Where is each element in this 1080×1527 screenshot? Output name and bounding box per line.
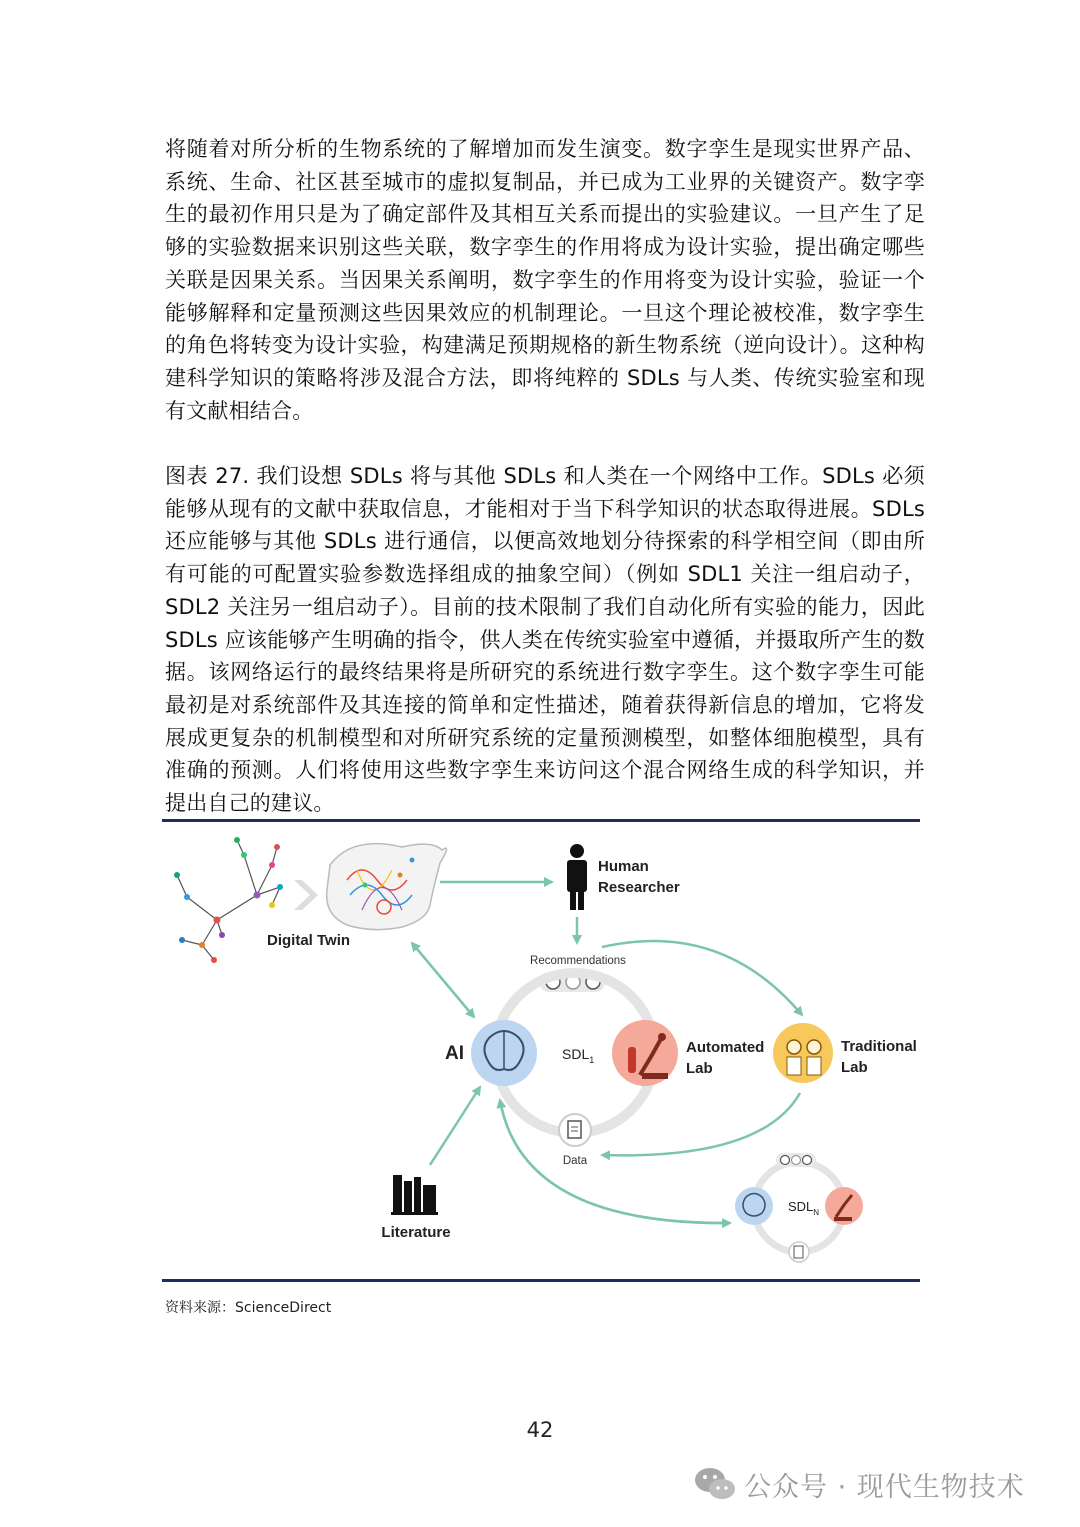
sdln-dots-icon xyxy=(776,1153,816,1167)
figure-caption: 图表 27. 我们设想 SDLs 将与其他 SDLs 和人类在一个网络中工作。SDLs 必须能够从现有的文献中获取信息，才能相对于当下科学知识的状态取得进展。SDLs 还应能够与其他 SDLs 进行通信，以便高效地划分待探索的科学相空间（即由所有可能的可配置实验参数选择组成的抽象空间）（例如 SDL1 关注一组启动子，SDL2 关注另一组启动子）。目前的技术限制了我们自动化所有实验的能力，因此 SDLs 应该能够产生明确的指令，供人类在传统实验室中遵循，并摄取所产生的数据。该网络运行的最终结果将是所研究的系统进行数字孪生。这个数字孪生可能最初是对系统部件及其连接的简单和定性描述，随着获得新信息的增加，它将发展成更复杂的机制模型和对所研究系统的定量预测模型，如整体细胞模型，具有准确的预测。人们将使用这些数字孪生来访问这个混合网络生成的科学知识，并提出自己的建议。 xyxy=(165,464,925,816)
robot-arm-icon xyxy=(612,1020,678,1086)
data-label: Data xyxy=(562,1155,588,1167)
data-document-icon xyxy=(559,1114,591,1146)
human-researcher-icon xyxy=(567,844,587,910)
cell-model-icon xyxy=(327,844,447,930)
traditional-lab-label-line2: Lab xyxy=(841,1059,868,1076)
automated-lab-label-line1: Automated xyxy=(686,1039,765,1056)
literature-label: Literature xyxy=(381,1224,451,1241)
traditional-lab-label-line1: Traditional xyxy=(841,1038,917,1055)
arrow-literature-to-ai xyxy=(430,1087,480,1165)
sdln-robot-icon xyxy=(825,1187,863,1225)
watermark-text: 公众号 · 现代生物技术 xyxy=(744,1471,1025,1503)
figure-top-rule xyxy=(162,819,920,822)
sdln-label: $SDL_N$ xyxy=(788,1199,820,1217)
sdln-brain-icon xyxy=(735,1187,773,1225)
human-label-line1: Human xyxy=(598,858,649,875)
digital-twin-label: Digital Twin xyxy=(267,932,351,949)
recommendations-label: Recommendations xyxy=(530,955,626,967)
source-note: 资料来源：ScienceDirect xyxy=(165,1300,332,1316)
automated-lab-label-line2: Lab xyxy=(686,1060,713,1077)
wechat-icon xyxy=(694,1466,736,1502)
ai-label: AI xyxy=(445,1043,464,1064)
page-number: 42 xyxy=(526,1418,554,1442)
arrow-twin-to-ai xyxy=(412,943,474,1017)
network-graph-icon xyxy=(177,840,280,960)
figure-sdl-network xyxy=(162,825,920,1275)
watermark xyxy=(694,1462,1025,1506)
human-label-line2: Researcher xyxy=(598,879,680,896)
figure-bottom-rule xyxy=(162,1279,920,1282)
sdl1-label: $SDL_1$ xyxy=(562,1046,595,1065)
traditional-lab-icon xyxy=(773,1023,833,1083)
ai-brain-icon xyxy=(471,1020,537,1086)
body-paragraph: 将随着对所分析的生物系统的了解增加而发生演变。数字孪生是现实世界产品、系统、生命、社区甚至城市的虚拟复制品，并已成为工业界的关键资产。数字孪生的最初作用只是为了确定部件及其相互关系而提出的实验建议。一旦产生了足够的实验数据来识别这些关联，数字孪生的作用将成为设计实验，提出确定哪些关联是因果关系。当因果关系阐明，数字孪生的作用将变为设计实验，验证一个能够解释和定量预测这些因果效应的机制理论。一旦这个理论被校准，数字孪生的角色将转变为设计实验，构建满足预期规格的新生物系统（逆向设计）。这种构建科学知识的策略将涉及混合方法，即将纯粹的 SDLs 与人类、传统实验室和现有文献相结合。 xyxy=(165,137,925,423)
chevron-right-icon xyxy=(294,880,318,910)
sdln-data-icon xyxy=(789,1242,809,1262)
literature-books-icon xyxy=(391,1175,438,1215)
